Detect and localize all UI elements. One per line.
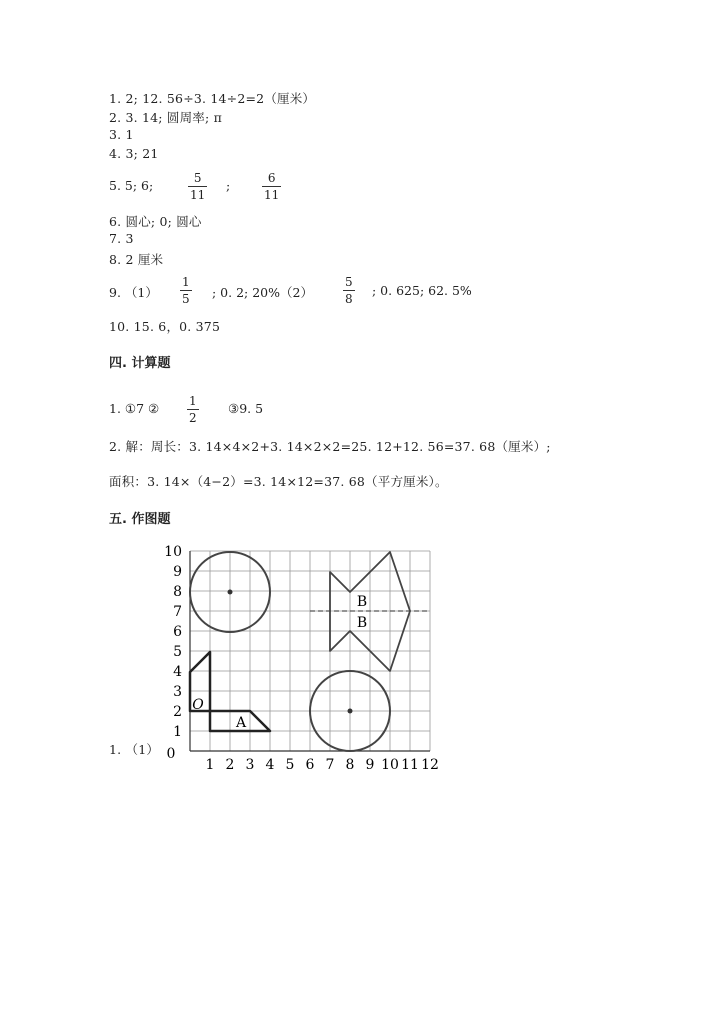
shape-a-label: A bbox=[235, 715, 247, 731]
x-tick-label: 8 bbox=[345, 757, 355, 773]
shape-o bbox=[190, 652, 210, 711]
section-4-title: 四. 计算题 bbox=[109, 356, 171, 371]
section-5-question-1-label: 1. （1） bbox=[109, 742, 160, 757]
x-tick-label: 9 bbox=[365, 757, 375, 773]
x-tick-label: 12 bbox=[421, 757, 439, 773]
x-tick-label: 1 bbox=[205, 757, 215, 773]
y-tick-label: 7 bbox=[173, 604, 182, 620]
fraction-denominator: 11 bbox=[190, 188, 206, 202]
x-tick-label: 6 bbox=[305, 757, 315, 773]
y-tick-label: 8 bbox=[173, 584, 182, 600]
fraction-numerator: 5 bbox=[193, 171, 202, 185]
x-tick-label: 10 bbox=[381, 757, 399, 773]
point-o-label: O bbox=[192, 697, 204, 713]
x-tick-label: 5 bbox=[285, 757, 295, 773]
fraction-denominator: 11 bbox=[264, 188, 280, 202]
y-tick-label: 9 bbox=[173, 564, 182, 580]
y-axis-tick-labels bbox=[164, 544, 182, 740]
origin-label: 0 bbox=[166, 746, 176, 762]
y-tick-label: 3 bbox=[173, 684, 182, 700]
x-tick-label: 7 bbox=[325, 757, 335, 773]
fraction-denominator: 5 bbox=[182, 292, 190, 306]
shape-a bbox=[210, 711, 270, 731]
fraction-numerator: 6 bbox=[267, 171, 276, 185]
answer-9-prefix: 9. （1） bbox=[109, 285, 158, 300]
circle-upper-center-dot bbox=[228, 590, 233, 595]
fraction-denominator: 2 bbox=[189, 411, 197, 425]
section-5-title: 五. 作图题 bbox=[109, 512, 171, 527]
answer-1: 1. 2; 12. 56÷3. 14÷2=2（厘米） bbox=[109, 91, 316, 106]
answer-9-middle: ; 0. 2; 20%（2） bbox=[212, 285, 313, 300]
x-tick-label: 4 bbox=[265, 757, 275, 773]
section-4-q1-prefix: 1. ①7 ② bbox=[109, 401, 160, 416]
answer-5-separator: ; bbox=[226, 178, 231, 193]
shape-b-upper-label: B bbox=[356, 594, 368, 610]
x-tick-label: 11 bbox=[401, 757, 419, 773]
fraction-numerator: 5 bbox=[345, 275, 353, 289]
answer-4: 4. 3; 21 bbox=[109, 146, 159, 161]
y-tick-label: 1 bbox=[173, 724, 182, 740]
answer-2: 2. 3. 14; 圆周率; π bbox=[109, 110, 222, 125]
answer-9-suffix: ; 0. 625; 62. 5% bbox=[372, 283, 472, 298]
x-tick-label: 3 bbox=[245, 757, 255, 773]
answer-9-fraction-2 bbox=[343, 276, 355, 305]
x-tick-label: 2 bbox=[225, 757, 235, 773]
answer-5-fraction-2 bbox=[262, 172, 281, 201]
answer-10: 10. 15. 6，0. 375 bbox=[109, 319, 221, 334]
answer-9-fraction-1 bbox=[180, 276, 192, 305]
shape-b bbox=[330, 552, 410, 671]
section-4-q1-fraction bbox=[187, 395, 199, 424]
section-4-area-line: 面积：3. 14×（4−2）=3. 14×12=37. 68（平方厘米）。 bbox=[109, 474, 448, 489]
answer-7: 7. 3 bbox=[109, 231, 134, 246]
fraction-denominator: 8 bbox=[345, 292, 353, 306]
circle-upper bbox=[190, 552, 270, 632]
answer-3: 3. 1 bbox=[109, 127, 134, 142]
fraction-numerator: 1 bbox=[189, 394, 197, 408]
grid-lines bbox=[190, 551, 430, 751]
circle-lower bbox=[310, 671, 390, 751]
fraction-numerator: 1 bbox=[182, 275, 190, 289]
answer-5-prefix: 5. 5; 6; bbox=[109, 178, 154, 193]
section-4-question-2: 2. 解：周长：3. 14×4×2+3. 14×2×2=25. 12+12. 56=37. 68（厘米）; bbox=[109, 439, 551, 454]
x-axis-tick-labels bbox=[206, 757, 439, 773]
answer-5-fraction-1 bbox=[188, 172, 207, 201]
y-tick-label: 6 bbox=[173, 624, 182, 640]
circle-lower-center-dot bbox=[348, 709, 353, 714]
section-4-q1-suffix: ③9. 5 bbox=[228, 401, 264, 416]
y-tick-label: 2 bbox=[173, 704, 182, 720]
y-tick-label: 5 bbox=[173, 644, 182, 660]
answer-6: 6. 圆心; 0; 圆心 bbox=[109, 214, 202, 229]
y-tick-label: 4 bbox=[173, 664, 182, 680]
shape-b-lower-label: B bbox=[356, 615, 368, 631]
axes bbox=[190, 551, 430, 751]
answer-8: 8. 2 厘米 bbox=[109, 252, 164, 267]
y-tick-label: 10 bbox=[164, 544, 182, 560]
